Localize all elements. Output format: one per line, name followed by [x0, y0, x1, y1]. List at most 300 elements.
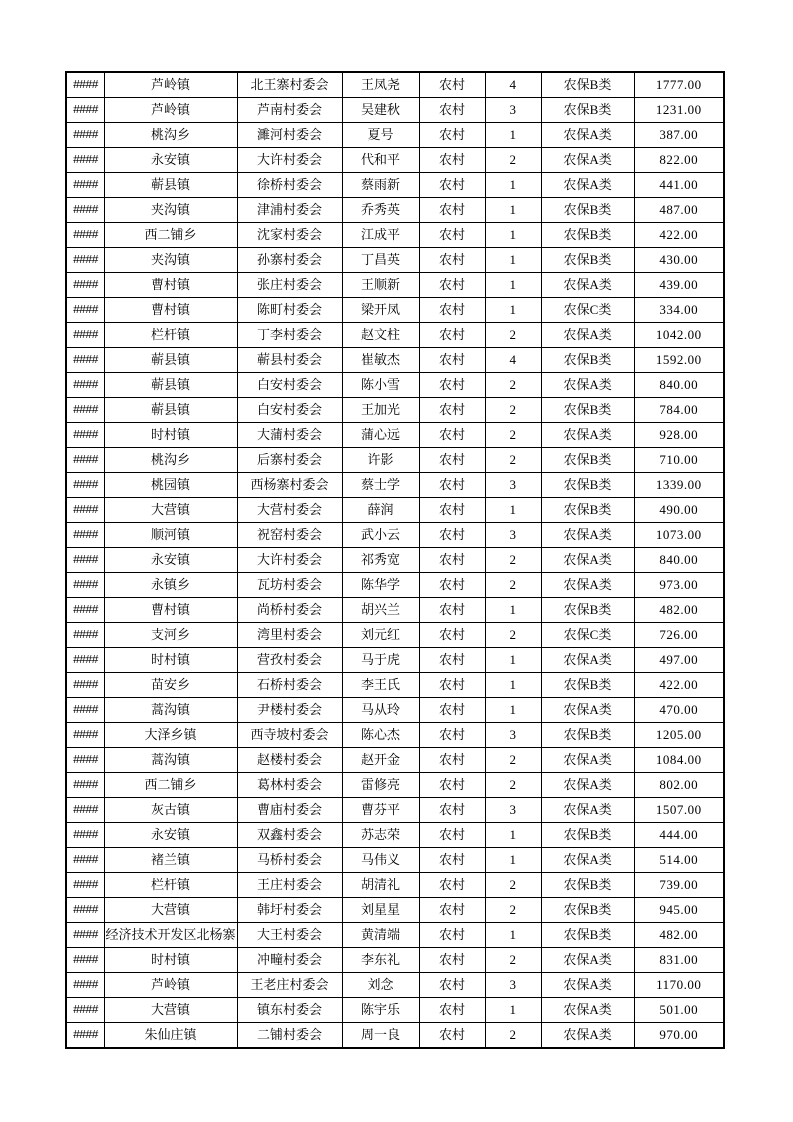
- cell-town[interactable]: 顺河镇: [104, 523, 237, 548]
- cell-residence[interactable]: 农村: [419, 473, 485, 498]
- cell-village[interactable]: 西寺坡村委会: [237, 723, 342, 748]
- cell-category[interactable]: 农保A类: [541, 773, 634, 798]
- cell-amount[interactable]: 387.00: [634, 123, 724, 148]
- cell-residence[interactable]: 农村: [419, 748, 485, 773]
- cell-category[interactable]: 农保B类: [541, 923, 634, 948]
- cell-date[interactable]: ####: [66, 773, 104, 798]
- cell-residence[interactable]: 农村: [419, 723, 485, 748]
- cell-village[interactable]: 大营村委会: [237, 498, 342, 523]
- cell-village[interactable]: 蕲县村委会: [237, 348, 342, 373]
- cell-village[interactable]: 双鑫村委会: [237, 823, 342, 848]
- cell-date[interactable]: ####: [66, 898, 104, 923]
- cell-village[interactable]: 大许村委会: [237, 148, 342, 173]
- cell-town[interactable]: 曹村镇: [104, 273, 237, 298]
- cell-category[interactable]: 农保A类: [541, 748, 634, 773]
- cell-village[interactable]: 芦南村委会: [237, 98, 342, 123]
- cell-town[interactable]: 夹沟镇: [104, 248, 237, 273]
- cell-date[interactable]: ####: [66, 573, 104, 598]
- cell-amount[interactable]: 840.00: [634, 373, 724, 398]
- cell-category[interactable]: 农保A类: [541, 148, 634, 173]
- cell-village[interactable]: 陈町村委会: [237, 298, 342, 323]
- cell-date[interactable]: ####: [66, 123, 104, 148]
- cell-category[interactable]: 农保B类: [541, 72, 634, 98]
- cell-name[interactable]: 陈宇乐: [342, 998, 419, 1023]
- cell-residence[interactable]: 农村: [419, 923, 485, 948]
- cell-town[interactable]: 西二铺乡: [104, 223, 237, 248]
- cell-residence[interactable]: 农村: [419, 573, 485, 598]
- cell-village[interactable]: 石桥村委会: [237, 673, 342, 698]
- cell-amount[interactable]: 739.00: [634, 873, 724, 898]
- cell-date[interactable]: ####: [66, 423, 104, 448]
- cell-date[interactable]: ####: [66, 698, 104, 723]
- cell-amount[interactable]: 470.00: [634, 698, 724, 723]
- cell-count[interactable]: 1: [485, 173, 541, 198]
- cell-date[interactable]: ####: [66, 323, 104, 348]
- cell-count[interactable]: 3: [485, 473, 541, 498]
- cell-category[interactable]: 农保B类: [541, 598, 634, 623]
- cell-amount[interactable]: 1084.00: [634, 748, 724, 773]
- cell-name[interactable]: 祁秀宽: [342, 548, 419, 573]
- cell-count[interactable]: 1: [485, 223, 541, 248]
- cell-village[interactable]: 丁李村委会: [237, 323, 342, 348]
- cell-village[interactable]: 后寨村委会: [237, 448, 342, 473]
- cell-category[interactable]: 农保B类: [541, 223, 634, 248]
- cell-name[interactable]: 马从玲: [342, 698, 419, 723]
- cell-amount[interactable]: 1170.00: [634, 973, 724, 998]
- cell-town[interactable]: 苗安乡: [104, 673, 237, 698]
- cell-residence[interactable]: 农村: [419, 673, 485, 698]
- cell-amount[interactable]: 490.00: [634, 498, 724, 523]
- cell-name[interactable]: 李东礼: [342, 948, 419, 973]
- cell-amount[interactable]: 422.00: [634, 223, 724, 248]
- cell-village[interactable]: 湾里村委会: [237, 623, 342, 648]
- cell-date[interactable]: ####: [66, 248, 104, 273]
- cell-residence[interactable]: 农村: [419, 698, 485, 723]
- cell-date[interactable]: ####: [66, 198, 104, 223]
- cell-residence[interactable]: 农村: [419, 498, 485, 523]
- cell-name[interactable]: 雷修亮: [342, 773, 419, 798]
- cell-category[interactable]: 农保A类: [541, 373, 634, 398]
- cell-town[interactable]: 永安镇: [104, 148, 237, 173]
- cell-name[interactable]: 江成平: [342, 223, 419, 248]
- cell-village[interactable]: 王庄村委会: [237, 873, 342, 898]
- cell-amount[interactable]: 334.00: [634, 298, 724, 323]
- cell-count[interactable]: 2: [485, 398, 541, 423]
- cell-category[interactable]: 农保B类: [541, 348, 634, 373]
- cell-count[interactable]: 1: [485, 598, 541, 623]
- cell-amount[interactable]: 487.00: [634, 198, 724, 223]
- cell-village[interactable]: 曹庙村委会: [237, 798, 342, 823]
- cell-residence[interactable]: 农村: [419, 623, 485, 648]
- cell-town[interactable]: 褚兰镇: [104, 848, 237, 873]
- cell-category[interactable]: 农保B类: [541, 898, 634, 923]
- cell-residence[interactable]: 农村: [419, 873, 485, 898]
- cell-category[interactable]: 农保A类: [541, 548, 634, 573]
- cell-date[interactable]: ####: [66, 72, 104, 98]
- cell-amount[interactable]: 482.00: [634, 598, 724, 623]
- cell-town[interactable]: 西二铺乡: [104, 773, 237, 798]
- cell-date[interactable]: ####: [66, 598, 104, 623]
- cell-amount[interactable]: 497.00: [634, 648, 724, 673]
- cell-residence[interactable]: 农村: [419, 948, 485, 973]
- cell-town[interactable]: 蕲县镇: [104, 173, 237, 198]
- cell-village[interactable]: 濉河村委会: [237, 123, 342, 148]
- cell-name[interactable]: 马于虎: [342, 648, 419, 673]
- cell-town[interactable]: 永镇乡: [104, 573, 237, 598]
- cell-village[interactable]: 瓦坊村委会: [237, 573, 342, 598]
- cell-amount[interactable]: 444.00: [634, 823, 724, 848]
- cell-count[interactable]: 1: [485, 198, 541, 223]
- cell-category[interactable]: 农保B类: [541, 873, 634, 898]
- cell-count[interactable]: 1: [485, 998, 541, 1023]
- cell-town[interactable]: 时村镇: [104, 948, 237, 973]
- cell-date[interactable]: ####: [66, 173, 104, 198]
- cell-town[interactable]: 曹村镇: [104, 598, 237, 623]
- cell-residence[interactable]: 农村: [419, 998, 485, 1023]
- cell-residence[interactable]: 农村: [419, 198, 485, 223]
- cell-date[interactable]: ####: [66, 298, 104, 323]
- cell-date[interactable]: ####: [66, 523, 104, 548]
- cell-town[interactable]: 栏杆镇: [104, 873, 237, 898]
- cell-date[interactable]: ####: [66, 748, 104, 773]
- cell-date[interactable]: ####: [66, 973, 104, 998]
- cell-residence[interactable]: 农村: [419, 173, 485, 198]
- cell-name[interactable]: 王顺新: [342, 273, 419, 298]
- cell-name[interactable]: 吴建秋: [342, 98, 419, 123]
- cell-name[interactable]: 蔡雨新: [342, 173, 419, 198]
- cell-amount[interactable]: 514.00: [634, 848, 724, 873]
- cell-town[interactable]: 蕲县镇: [104, 373, 237, 398]
- cell-residence[interactable]: 农村: [419, 123, 485, 148]
- cell-count[interactable]: 2: [485, 948, 541, 973]
- cell-name[interactable]: 许影: [342, 448, 419, 473]
- cell-name[interactable]: 薛润: [342, 498, 419, 523]
- cell-category[interactable]: 农保B类: [541, 98, 634, 123]
- cell-category[interactable]: 农保A类: [541, 973, 634, 998]
- cell-category[interactable]: 农保B类: [541, 398, 634, 423]
- cell-name[interactable]: 蔡士学: [342, 473, 419, 498]
- cell-date[interactable]: ####: [66, 398, 104, 423]
- cell-category[interactable]: 农保A类: [541, 698, 634, 723]
- cell-town[interactable]: 桃园镇: [104, 473, 237, 498]
- cell-category[interactable]: 农保B类: [541, 498, 634, 523]
- cell-category[interactable]: 农保B类: [541, 448, 634, 473]
- cell-name[interactable]: 崔敏杰: [342, 348, 419, 373]
- cell-date[interactable]: ####: [66, 948, 104, 973]
- cell-name[interactable]: 曹芬平: [342, 798, 419, 823]
- cell-town[interactable]: 蕲县镇: [104, 398, 237, 423]
- cell-name[interactable]: 黄清端: [342, 923, 419, 948]
- cell-category[interactable]: 农保A类: [541, 998, 634, 1023]
- cell-amount[interactable]: 1231.00: [634, 98, 724, 123]
- cell-residence[interactable]: 农村: [419, 823, 485, 848]
- cell-category[interactable]: 农保A类: [541, 523, 634, 548]
- cell-date[interactable]: ####: [66, 673, 104, 698]
- cell-count[interactable]: 2: [485, 423, 541, 448]
- cell-village[interactable]: 白安村委会: [237, 398, 342, 423]
- cell-count[interactable]: 1: [485, 248, 541, 273]
- cell-village[interactable]: 二铺村委会: [237, 1023, 342, 1049]
- cell-count[interactable]: 2: [485, 1023, 541, 1049]
- cell-town[interactable]: 大营镇: [104, 498, 237, 523]
- cell-amount[interactable]: 1205.00: [634, 723, 724, 748]
- cell-date[interactable]: ####: [66, 798, 104, 823]
- cell-amount[interactable]: 928.00: [634, 423, 724, 448]
- cell-town[interactable]: 时村镇: [104, 648, 237, 673]
- cell-category[interactable]: 农保A类: [541, 423, 634, 448]
- cell-name[interactable]: 陈心杰: [342, 723, 419, 748]
- cell-name[interactable]: 夏号: [342, 123, 419, 148]
- cell-category[interactable]: 农保A类: [541, 648, 634, 673]
- cell-count[interactable]: 1: [485, 498, 541, 523]
- cell-residence[interactable]: 农村: [419, 773, 485, 798]
- cell-count[interactable]: 1: [485, 698, 541, 723]
- cell-town[interactable]: 大营镇: [104, 998, 237, 1023]
- cell-amount[interactable]: 945.00: [634, 898, 724, 923]
- cell-town[interactable]: 芦岭镇: [104, 973, 237, 998]
- cell-name[interactable]: 周一良: [342, 1023, 419, 1049]
- cell-count[interactable]: 1: [485, 848, 541, 873]
- cell-date[interactable]: ####: [66, 348, 104, 373]
- cell-category[interactable]: 农保A类: [541, 848, 634, 873]
- cell-town[interactable]: 支河乡: [104, 623, 237, 648]
- cell-count[interactable]: 3: [485, 723, 541, 748]
- cell-village[interactable]: 葛林村委会: [237, 773, 342, 798]
- cell-category[interactable]: 农保C类: [541, 623, 634, 648]
- cell-residence[interactable]: 农村: [419, 898, 485, 923]
- cell-village[interactable]: 大许村委会: [237, 548, 342, 573]
- cell-residence[interactable]: 农村: [419, 323, 485, 348]
- cell-date[interactable]: ####: [66, 648, 104, 673]
- cell-count[interactable]: 2: [485, 748, 541, 773]
- cell-village[interactable]: 张庄村委会: [237, 273, 342, 298]
- cell-village[interactable]: 尹楼村委会: [237, 698, 342, 723]
- cell-name[interactable]: 刘元红: [342, 623, 419, 648]
- cell-date[interactable]: ####: [66, 498, 104, 523]
- cell-name[interactable]: 陈华学: [342, 573, 419, 598]
- cell-village[interactable]: 冲疃村委会: [237, 948, 342, 973]
- cell-village[interactable]: 祝窑村委会: [237, 523, 342, 548]
- cell-amount[interactable]: 501.00: [634, 998, 724, 1023]
- cell-amount[interactable]: 726.00: [634, 623, 724, 648]
- cell-amount[interactable]: 973.00: [634, 573, 724, 598]
- cell-category[interactable]: 农保A类: [541, 323, 634, 348]
- cell-count[interactable]: 2: [485, 773, 541, 798]
- cell-date[interactable]: ####: [66, 623, 104, 648]
- cell-category[interactable]: 农保B类: [541, 723, 634, 748]
- cell-name[interactable]: 赵开金: [342, 748, 419, 773]
- cell-count[interactable]: 2: [485, 623, 541, 648]
- cell-date[interactable]: ####: [66, 548, 104, 573]
- cell-category[interactable]: 农保A类: [541, 948, 634, 973]
- cell-count[interactable]: 1: [485, 648, 541, 673]
- cell-residence[interactable]: 农村: [419, 373, 485, 398]
- cell-village[interactable]: 马桥村委会: [237, 848, 342, 873]
- cell-category[interactable]: 农保B类: [541, 823, 634, 848]
- cell-count[interactable]: 4: [485, 348, 541, 373]
- cell-residence[interactable]: 农村: [419, 523, 485, 548]
- cell-village[interactable]: 徐桥村委会: [237, 173, 342, 198]
- cell-count[interactable]: 2: [485, 448, 541, 473]
- cell-name[interactable]: 王加光: [342, 398, 419, 423]
- cell-amount[interactable]: 970.00: [634, 1023, 724, 1049]
- cell-village[interactable]: 营孜村委会: [237, 648, 342, 673]
- cell-amount[interactable]: 441.00: [634, 173, 724, 198]
- cell-date[interactable]: ####: [66, 223, 104, 248]
- cell-amount[interactable]: 1073.00: [634, 523, 724, 548]
- cell-town[interactable]: 曹村镇: [104, 298, 237, 323]
- cell-category[interactable]: 农保A类: [541, 573, 634, 598]
- cell-count[interactable]: 2: [485, 548, 541, 573]
- cell-town[interactable]: 蕲县镇: [104, 348, 237, 373]
- cell-name[interactable]: 马伟义: [342, 848, 419, 873]
- cell-category[interactable]: 农保A类: [541, 273, 634, 298]
- cell-date[interactable]: ####: [66, 98, 104, 123]
- cell-town[interactable]: 芦岭镇: [104, 98, 237, 123]
- cell-category[interactable]: 农保A类: [541, 123, 634, 148]
- cell-amount[interactable]: 822.00: [634, 148, 724, 173]
- cell-date[interactable]: ####: [66, 448, 104, 473]
- cell-date[interactable]: ####: [66, 998, 104, 1023]
- cell-amount[interactable]: 1777.00: [634, 72, 724, 98]
- cell-town[interactable]: 夹沟镇: [104, 198, 237, 223]
- cell-date[interactable]: ####: [66, 473, 104, 498]
- cell-amount[interactable]: 1042.00: [634, 323, 724, 348]
- cell-name[interactable]: 丁昌英: [342, 248, 419, 273]
- cell-town[interactable]: 灰古镇: [104, 798, 237, 823]
- cell-count[interactable]: 2: [485, 148, 541, 173]
- cell-village[interactable]: 韩圩村委会: [237, 898, 342, 923]
- cell-amount[interactable]: 422.00: [634, 673, 724, 698]
- cell-amount[interactable]: 831.00: [634, 948, 724, 973]
- cell-name[interactable]: 李王氏: [342, 673, 419, 698]
- cell-town[interactable]: 永安镇: [104, 823, 237, 848]
- cell-name[interactable]: 刘念: [342, 973, 419, 998]
- cell-residence[interactable]: 农村: [419, 548, 485, 573]
- cell-name[interactable]: 胡兴兰: [342, 598, 419, 623]
- cell-village[interactable]: 镇东村委会: [237, 998, 342, 1023]
- cell-date[interactable]: ####: [66, 923, 104, 948]
- cell-amount[interactable]: 1339.00: [634, 473, 724, 498]
- cell-name[interactable]: 胡清礼: [342, 873, 419, 898]
- cell-town[interactable]: 大营镇: [104, 898, 237, 923]
- cell-residence[interactable]: 农村: [419, 598, 485, 623]
- cell-residence[interactable]: 农村: [419, 648, 485, 673]
- cell-residence[interactable]: 农村: [419, 798, 485, 823]
- cell-village[interactable]: 沈家村委会: [237, 223, 342, 248]
- cell-count[interactable]: 2: [485, 323, 541, 348]
- cell-count[interactable]: 1: [485, 123, 541, 148]
- cell-town[interactable]: 蒿沟镇: [104, 748, 237, 773]
- cell-date[interactable]: ####: [66, 148, 104, 173]
- cell-amount[interactable]: 1507.00: [634, 798, 724, 823]
- cell-village[interactable]: 北王寨村委会: [237, 72, 342, 98]
- cell-date[interactable]: ####: [66, 1023, 104, 1049]
- cell-residence[interactable]: 农村: [419, 423, 485, 448]
- cell-residence[interactable]: 农村: [419, 1023, 485, 1049]
- cell-residence[interactable]: 农村: [419, 348, 485, 373]
- cell-category[interactable]: 农保B类: [541, 673, 634, 698]
- cell-count[interactable]: 1: [485, 298, 541, 323]
- cell-amount[interactable]: 710.00: [634, 448, 724, 473]
- cell-name[interactable]: 梁开凤: [342, 298, 419, 323]
- cell-date[interactable]: ####: [66, 273, 104, 298]
- cell-residence[interactable]: 农村: [419, 248, 485, 273]
- cell-date[interactable]: ####: [66, 373, 104, 398]
- cell-residence[interactable]: 农村: [419, 223, 485, 248]
- cell-name[interactable]: 陈小雪: [342, 373, 419, 398]
- cell-name[interactable]: 王凤尧: [342, 72, 419, 98]
- cell-amount[interactable]: 784.00: [634, 398, 724, 423]
- cell-category[interactable]: 农保C类: [541, 298, 634, 323]
- cell-name[interactable]: 代和平: [342, 148, 419, 173]
- cell-name[interactable]: 蒲心远: [342, 423, 419, 448]
- cell-town[interactable]: 芦岭镇: [104, 72, 237, 98]
- cell-residence[interactable]: 农村: [419, 848, 485, 873]
- cell-count[interactable]: 2: [485, 573, 541, 598]
- cell-village[interactable]: 白安村委会: [237, 373, 342, 398]
- cell-category[interactable]: 农保A类: [541, 1023, 634, 1049]
- cell-name[interactable]: 苏志荣: [342, 823, 419, 848]
- cell-category[interactable]: 农保B类: [541, 473, 634, 498]
- cell-residence[interactable]: 农村: [419, 298, 485, 323]
- cell-category[interactable]: 农保A类: [541, 173, 634, 198]
- cell-category[interactable]: 农保A类: [541, 798, 634, 823]
- cell-date[interactable]: ####: [66, 848, 104, 873]
- cell-residence[interactable]: 农村: [419, 98, 485, 123]
- cell-count[interactable]: 3: [485, 98, 541, 123]
- cell-date[interactable]: ####: [66, 723, 104, 748]
- cell-village[interactable]: 王老庄村委会: [237, 973, 342, 998]
- cell-count[interactable]: 1: [485, 673, 541, 698]
- cell-count[interactable]: 4: [485, 72, 541, 98]
- cell-count[interactable]: 2: [485, 373, 541, 398]
- cell-town[interactable]: 时村镇: [104, 423, 237, 448]
- cell-category[interactable]: 农保B类: [541, 248, 634, 273]
- cell-village[interactable]: 西杨寨村委会: [237, 473, 342, 498]
- cell-count[interactable]: 3: [485, 523, 541, 548]
- cell-count[interactable]: 3: [485, 798, 541, 823]
- cell-village[interactable]: 津浦村委会: [237, 198, 342, 223]
- cell-date[interactable]: ####: [66, 873, 104, 898]
- cell-count[interactable]: 2: [485, 898, 541, 923]
- cell-count[interactable]: 3: [485, 973, 541, 998]
- cell-residence[interactable]: 农村: [419, 148, 485, 173]
- cell-village[interactable]: 赵楼村委会: [237, 748, 342, 773]
- cell-village[interactable]: 大蒲村委会: [237, 423, 342, 448]
- cell-town[interactable]: 桃沟乡: [104, 448, 237, 473]
- cell-residence[interactable]: 农村: [419, 398, 485, 423]
- cell-town[interactable]: 经济技术开发区北杨寨: [104, 923, 237, 948]
- cell-count[interactable]: 1: [485, 273, 541, 298]
- cell-amount[interactable]: 482.00: [634, 923, 724, 948]
- cell-amount[interactable]: 840.00: [634, 548, 724, 573]
- cell-residence[interactable]: 农村: [419, 273, 485, 298]
- cell-town[interactable]: 永安镇: [104, 548, 237, 573]
- cell-amount[interactable]: 1592.00: [634, 348, 724, 373]
- cell-amount[interactable]: 430.00: [634, 248, 724, 273]
- cell-count[interactable]: 1: [485, 823, 541, 848]
- cell-category[interactable]: 农保B类: [541, 198, 634, 223]
- cell-residence[interactable]: 农村: [419, 72, 485, 98]
- cell-amount[interactable]: 802.00: [634, 773, 724, 798]
- cell-date[interactable]: ####: [66, 823, 104, 848]
- cell-residence[interactable]: 农村: [419, 448, 485, 473]
- cell-residence[interactable]: 农村: [419, 973, 485, 998]
- cell-name[interactable]: 刘星星: [342, 898, 419, 923]
- cell-town[interactable]: 栏杆镇: [104, 323, 237, 348]
- cell-town[interactable]: 朱仙庄镇: [104, 1023, 237, 1049]
